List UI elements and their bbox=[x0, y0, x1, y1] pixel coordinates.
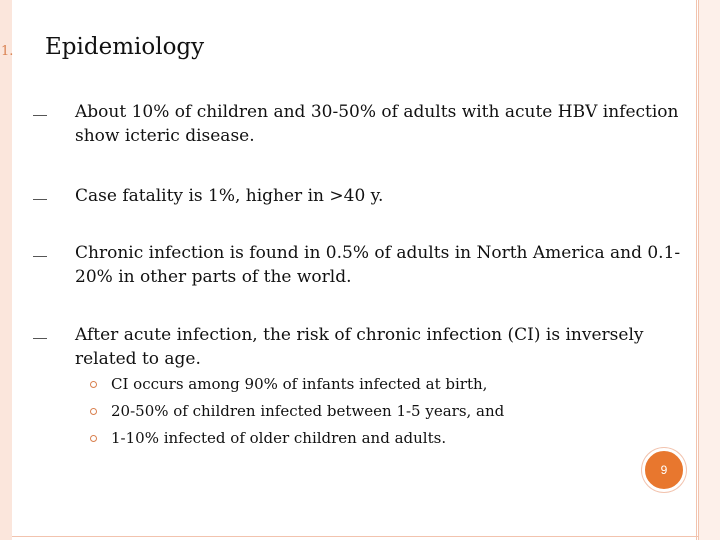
frame-left bbox=[0, 0, 12, 540]
sub-bullet-item bbox=[0, 428, 720, 454]
sub-bullet-text: 20-50% of children infected between 1-5 years, and bbox=[111, 402, 505, 420]
dash-marker bbox=[33, 115, 47, 116]
frame-bottom-line bbox=[12, 536, 698, 537]
bullet-text: After acute infection, the risk of chronic infection (CI) is inversely related to age. bbox=[75, 325, 644, 369]
bullet-text: About 10% of children and 30-50% of adults with acute HBV infection show icteric disease. bbox=[75, 102, 679, 146]
circle-bullet-icon bbox=[90, 408, 97, 415]
dash-marker bbox=[33, 338, 47, 339]
dash-marker bbox=[33, 256, 47, 257]
circle-bullet-icon bbox=[90, 435, 97, 442]
sub-bullet-item bbox=[0, 374, 720, 400]
sub-bullet-text: 1-10% infected of older children and adults. bbox=[111, 429, 447, 447]
heading-number: 1. bbox=[1, 44, 14, 59]
sub-bullet-item bbox=[0, 401, 720, 427]
dash-marker bbox=[33, 199, 47, 200]
sub-bullet-text: CI occurs among 90% of infants infected at birth, bbox=[111, 375, 488, 393]
circle-bullet-icon bbox=[90, 381, 97, 388]
slide-title: Epidemiology bbox=[45, 34, 205, 60]
bullet-text: Case fatality is 1%, higher in >40 y. bbox=[75, 186, 384, 206]
bullet-text: Chronic infection is found in 0.5% of adults in North America and 0.1-20% in other parts of the world. bbox=[75, 243, 681, 287]
page-number-badge: 9 bbox=[642, 448, 686, 492]
